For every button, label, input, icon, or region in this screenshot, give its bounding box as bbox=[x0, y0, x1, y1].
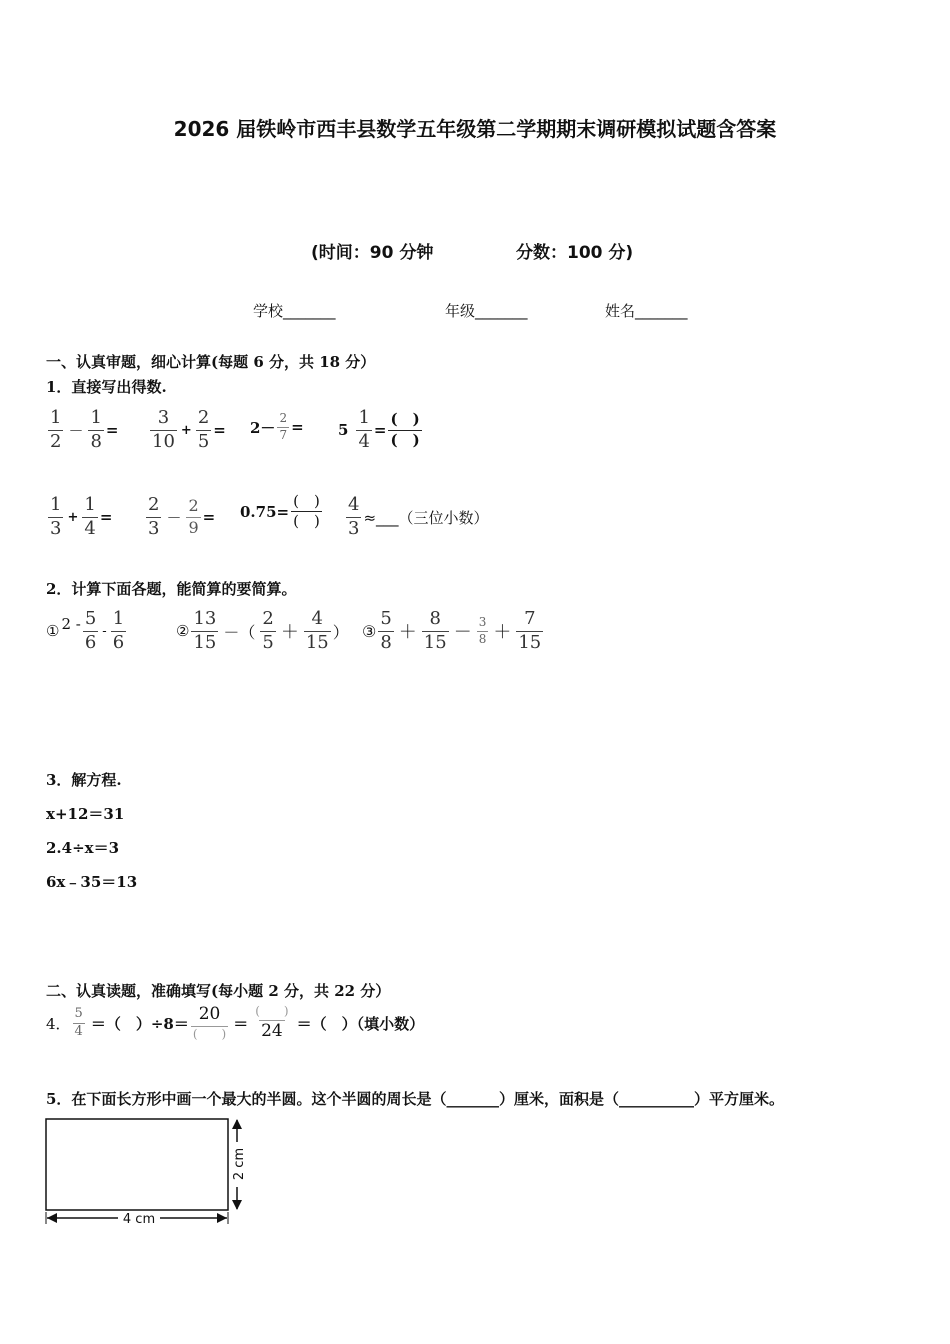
school-field[interactable]: 学校_______ bbox=[253, 302, 336, 320]
rectangle bbox=[46, 1119, 228, 1210]
fraction: $\frac{5}{4}$ bbox=[74, 1005, 83, 1039]
q5-label: 5．在下面长方形中画一个最大的半圆。这个半圆的周长是（_______）厘米，面积是（__________）平方厘米。 bbox=[46, 1090, 784, 1108]
fraction: $\frac{13}{15}$ bbox=[193, 608, 217, 653]
fraction: $\frac{2}{7}$ bbox=[279, 411, 288, 442]
fraction: $\frac{2}{5}$ bbox=[197, 407, 210, 452]
exam-time: (时间：90 分钟 bbox=[311, 243, 434, 263]
fraction: $\frac{4}{3}$ bbox=[348, 494, 360, 539]
name-field[interactable]: 姓名_______ bbox=[605, 302, 688, 320]
fraction: $\frac{1}{6}$ bbox=[112, 608, 125, 653]
fraction: $\frac{2}{9}$ bbox=[188, 496, 199, 537]
equation-1: x+12＝31 bbox=[46, 805, 125, 823]
fraction: $\frac{1}{4}$ bbox=[358, 407, 370, 452]
q1-item-d: 5 $\frac{1}{4}$ = $\frac{( )}{( )}$ bbox=[338, 407, 420, 452]
fraction: $\frac{1}{2}$ bbox=[50, 407, 62, 452]
q1-item-a: $\frac{1}{2}$ － $\frac{1}{8}$ = bbox=[50, 407, 119, 452]
q1-item-e: $\frac{1}{3}$ + $\frac{1}{4}$ = bbox=[50, 494, 113, 539]
q2-label: 2．计算下面各题，能简算的要简算。 bbox=[46, 580, 297, 598]
answer-fraction-blank[interactable]: $\frac{( )}{( )}$ bbox=[293, 492, 320, 531]
arrow-left-icon bbox=[47, 1213, 57, 1223]
fraction-blank[interactable]: $\frac{20}{( )}$ bbox=[192, 1004, 227, 1041]
fraction: $\frac{3}{8}$ bbox=[478, 614, 487, 646]
q2-problem-2: ② $\frac{13}{15}$ －（ $\frac{2}{5}$ ＋ $\frac{4}{15}$ ） bbox=[176, 608, 349, 653]
q1-item-h: $\frac{4}{3}$ ≈___（三位小数） bbox=[348, 494, 489, 539]
fraction: $\frac{5}{8}$ bbox=[380, 608, 392, 653]
fraction: $\frac{7}{15}$ bbox=[518, 608, 542, 653]
exam-score: 分数：100 分) bbox=[516, 243, 634, 263]
page-title: 2026 届铁岭市西丰县数学五年级第二学期期末调研模拟试题含答案 bbox=[173, 117, 777, 141]
fraction: $\frac{1}{3}$ bbox=[50, 494, 62, 539]
rectangle-diagram bbox=[40, 1112, 260, 1232]
fraction-blank[interactable]: $\frac{( )}{24}$ bbox=[255, 1004, 289, 1041]
height-label: 2 cm bbox=[232, 1147, 247, 1181]
width-label: 4 cm bbox=[122, 1212, 156, 1227]
grade-field[interactable]: 年级_______ bbox=[445, 302, 528, 320]
equation-2: 2.4÷x＝3 bbox=[46, 839, 120, 857]
section2-heading: 二、认真读题，准确填写(每小题 2 分，共 22 分） bbox=[46, 982, 391, 1000]
arrow-down-icon bbox=[232, 1200, 242, 1210]
q1-item-g: 0.75= $\frac{( )}{( )}$ bbox=[240, 492, 320, 531]
fraction: $\frac{5}{6}$ bbox=[84, 608, 97, 653]
fraction: $\frac{2}{5}$ bbox=[262, 608, 274, 653]
q1-item-c: 2－ $\frac{2}{7}$ = bbox=[250, 411, 304, 442]
q4-question: 4． $\frac{5}{4}$ ＝（ ）÷8＝ $\frac{20}{( )}$ ＝ $\frac{( )}{24}$ ＝（ ）（填小数） bbox=[46, 1004, 425, 1041]
arrow-up-icon bbox=[232, 1119, 242, 1129]
arrow-right-icon bbox=[217, 1213, 227, 1223]
q2-problem-1: ① 2 - $\frac{5}{6}$ - $\frac{1}{6}$ bbox=[46, 608, 125, 653]
fraction: $\frac{2}{3}$ bbox=[148, 494, 160, 539]
q3-label: 3．解方程. bbox=[46, 771, 122, 789]
q1-item-f: $\frac{2}{3}$ － $\frac{2}{9}$ = bbox=[148, 494, 216, 539]
fraction: $\frac{1}{8}$ bbox=[90, 407, 102, 452]
equation-3: 6x﹣35＝13 bbox=[46, 873, 138, 891]
fraction: $\frac{3}{10}$ bbox=[152, 407, 175, 452]
section1-heading: 一、认真审题，细心计算(每题 6 分，共 18 分） bbox=[46, 353, 376, 371]
fraction: $\frac{1}{4}$ bbox=[84, 494, 96, 539]
q1-label: 1．直接写出得数. bbox=[46, 378, 167, 396]
fraction: $\frac{8}{15}$ bbox=[423, 608, 447, 653]
q1-item-b: $\frac{3}{10}$ + $\frac{2}{5}$ = bbox=[152, 407, 226, 452]
q2-problem-3: ③ $\frac{5}{8}$ ＋ $\frac{8}{15}$ － $\frac{3}{8}$ ＋ $\frac{7}{15}$ bbox=[362, 608, 542, 653]
fraction: $\frac{4}{15}$ bbox=[305, 608, 329, 653]
answer-fraction-blank[interactable]: $\frac{( )}{( )}$ bbox=[390, 410, 420, 449]
